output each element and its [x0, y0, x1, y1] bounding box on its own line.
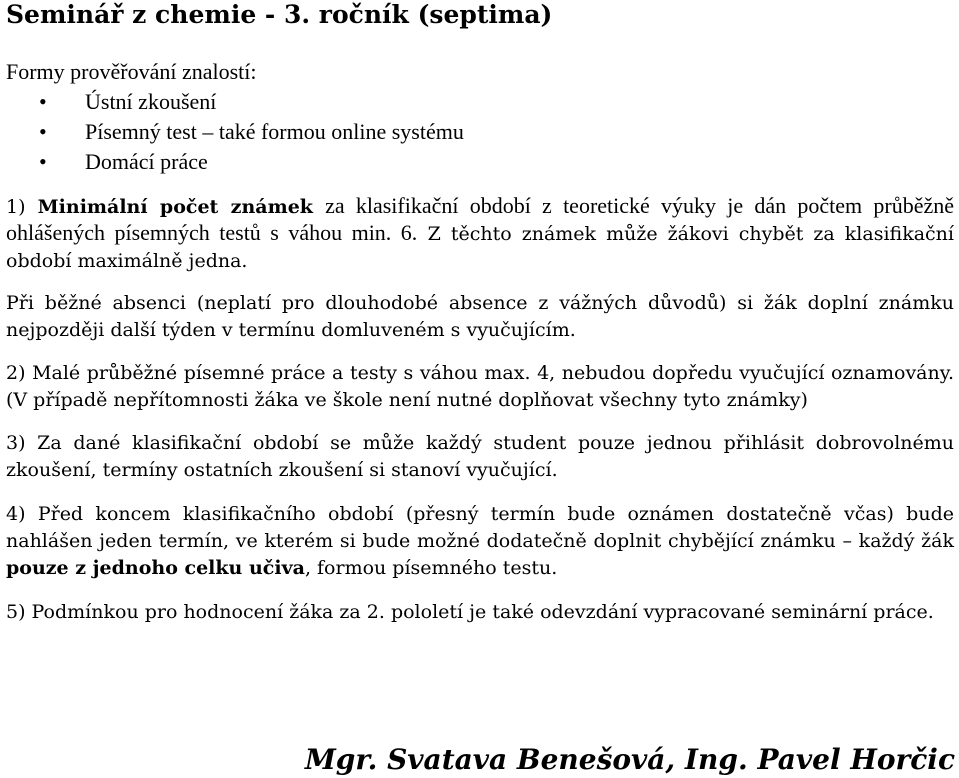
bullet-icon: • [39, 119, 47, 144]
bullet-icon: • [39, 149, 47, 174]
rule-5: 5) Podmínkou pro hodnocení žáka za 2. pololetí je také odevzdání vypracované seminární práce. [6, 601, 934, 623]
signature: Mgr. Svatava Benešová, Ing. Pavel Horčic [304, 743, 955, 776]
rule-number: 1) [6, 196, 26, 218]
rule-text: za klasifikační období z teoretické výuky je dán počtem průběžně ohlášených písemných testů s váhou min. 6. [6, 193, 955, 245]
rule-text: Z těchto známek může žákovi chybět za klasifikační období maximálně jedna. [6, 223, 954, 272]
rule-3: 3) Za dané klasifikační období se může každý student pouze jednou přihlásit dobrovolnému zkoušení, termíny ostatních zkoušení si stanoví vyučující. [6, 432, 954, 481]
rule-2: 2) Malé průběžné písemné práce a testy s váhou max. 4, nebudou dopředu vyučující oznamovány. (V případě nepřítomnosti žáka ve škole není nutné doplňovat všechny tyto známky) [6, 362, 954, 411]
rule-text: 4) Před koncem klasifikačního období (přesný termín bude oznámen dostatečně včas) bude nahlášen jeden termín, ve kterém si bude možné dodatečně doplnit chybějící známku – každý žák [6, 503, 954, 552]
document-page [6, 0, 954, 626]
list-item-text: Písemný test – také formou online systému [85, 119, 464, 144]
rule-emphasis: Minimální počet známek [37, 196, 313, 218]
list-item [6, 117, 954, 147]
list-item-text: Domácí práce [85, 149, 208, 174]
rule-4 [6, 501, 954, 582]
list-item-text: Ústní zkoušení [85, 89, 217, 114]
bullet-icon: • [39, 89, 47, 114]
list-item [6, 87, 954, 117]
page-title: Seminář z chemie - 3. ročník (septima) [6, 0, 553, 29]
rule-emphasis: pouze z jednoho celku učiva [6, 557, 305, 579]
forms-list [6, 87, 954, 177]
list-item [6, 147, 954, 177]
absence-note: Při běžné absenci (neplatí pro dlouhodobé absence z vážných důvodů) si žák doplní známku nejpozději další týden v termínu domluveném s vyučujícím. [6, 292, 954, 341]
forms-heading: Formy prověřování znalostí: [6, 59, 257, 84]
rule-1 [6, 193, 954, 274]
rule-text: , formou písemného testu. [304, 557, 558, 579]
